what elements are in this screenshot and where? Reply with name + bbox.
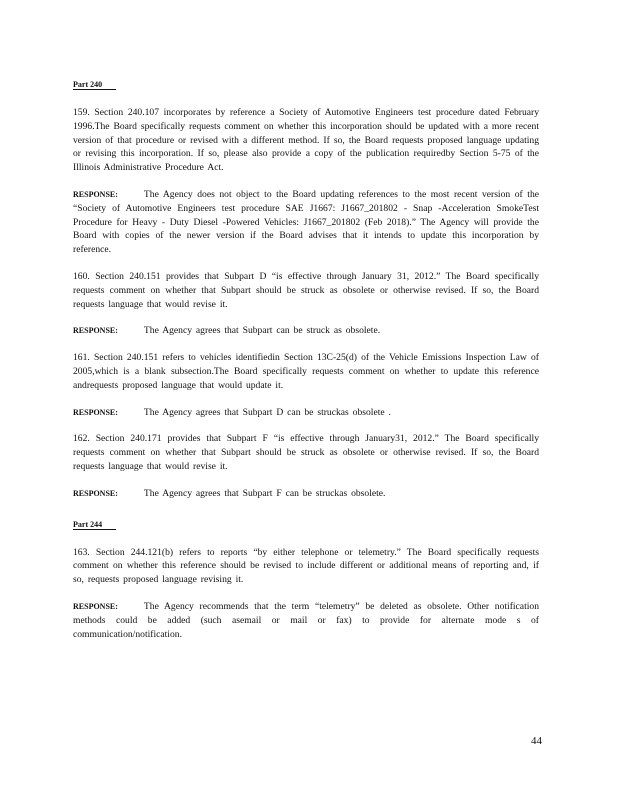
response-text: The Agency agrees that Subpart can be struck as obsolete.: [143, 325, 381, 337]
response-label: RESPONSE:: [73, 326, 118, 336]
response-160: [73, 324, 539, 338]
page-number: 44: [531, 735, 542, 747]
comment-160: 160. Section 240.151 provides that Subpart D “is effective through January 31, 2012.” The Board specifically requests comment on whether that Subpart should be struck as obsolete or otherwise revised. If so, the Board requests language that would revise it.: [73, 270, 539, 310]
response-161: [73, 406, 539, 420]
comment-163: 163. Section 244.121(b) refers to reports “by either telephone or telemetry.” The Board specifically requests comment on whether this reference should be revised to include different or additional means of reporting and, if so, requests proposed language revising it.: [73, 546, 539, 586]
response-label: RESPONSE:: [73, 407, 118, 417]
part-heading: Part 244: [73, 520, 116, 530]
part-heading: Part 240: [73, 80, 116, 90]
document-page: [73, 74, 539, 654]
response-text: The Agency does not object to the Board updating references to the most recent version of the “Society of Automotive Engineers test procedure SAE J1667: J1667_201802 - Snap -Acceleration SmokeTest Procedure for Heavy - Duty Diesel -Powered Vehicles: J1667_201802 (Feb 2018).” The Agency will provide the Board with copies of the newer version if the Board advises that it intends to update this incorporation by reference.: [73, 188, 539, 256]
response-163: [73, 600, 539, 641]
section-part-240: [73, 74, 539, 501]
response-label: RESPONSE:: [73, 601, 118, 611]
response-159: [73, 188, 539, 257]
response-text: The Agency agrees that Subpart F can be struckas obsolete.: [143, 487, 386, 499]
comment-161: 161. Section 240.151 refers to vehicles identifiedin Section 13C-25(d) of the Vehicle Emissions Inspection Law of 2005,which is a blank subsection.The Board specifically requests comment on whether to update this reference andrequests proposed language that would update it.: [73, 352, 539, 391]
response-label: RESPONSE:: [73, 189, 118, 199]
comment-162: 162. Section 240.171 provides that Subpart F “is effective through January31, 2012.” The Board specifically requests comment on whether that Subpart should be struck as obsolete or otherwise revised. If so, the Board requests language that would revise it.: [73, 433, 539, 472]
response-label: RESPONSE:: [73, 488, 118, 498]
response-text: The Agency agrees that Subpart D can be struckas obsolete .: [143, 406, 391, 418]
section-part-244: [73, 514, 539, 642]
response-162: [73, 487, 539, 501]
response-text: The Agency recommends that the term “telemetry” be deleted as obsolete. Other notification methods could be added (such asemail or mail or fax) to provide for alternate mode s of communication/notification.: [73, 600, 539, 640]
comment-159: 159. Section 240.107 incorporates by reference a Society of Automotive Engineers test procedure dated February 1996.The Board specifically requests comment on whether this incorporation should be updated with a more recent version of that procedure or revised with a different method. If so, the Board requests proposed language updating or revising this incorporation. If so, please also provide a copy of the publication requiredby Section 5-75 of the Illinois Administrative Procedure Act.: [73, 107, 539, 174]
